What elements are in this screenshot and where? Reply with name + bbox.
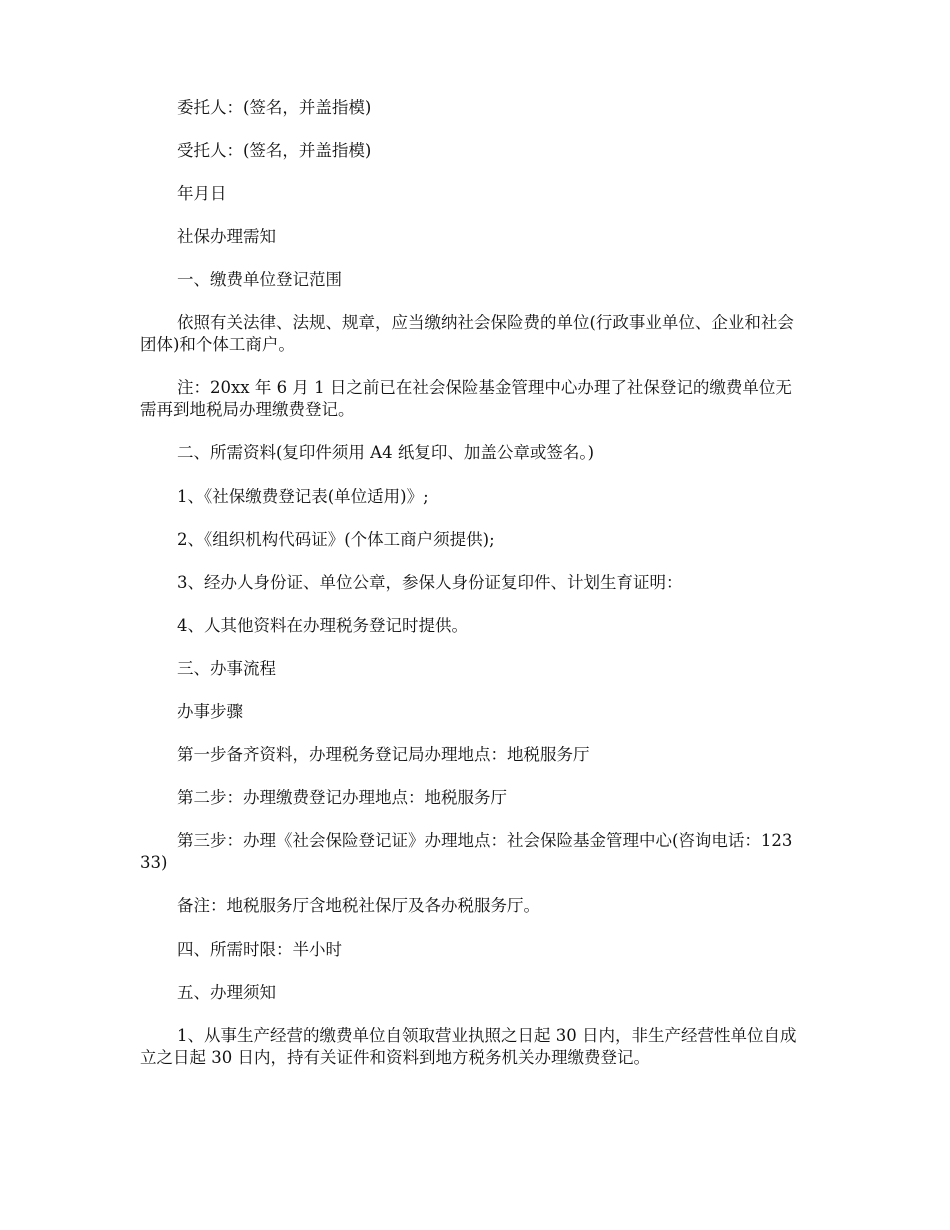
step-2: 第二步：办理缴费登记办理地点：地税服务厅 — [177, 788, 507, 807]
list-item-2: 2、《组织机构代码证》(个体工商户须提供); — [177, 530, 495, 549]
step-3: 第三步：办理《社会保险登记证》办理地点：社会保险基金管理中心(咨询电话：12333) — [140, 831, 793, 872]
paragraph-date: 年月日 — [177, 184, 227, 203]
section-title: 社保办理需知 — [177, 227, 276, 246]
heading-2: 二、所需资料(复印件须用 A4 纸复印、加盖公章或签名。) — [177, 443, 595, 462]
paragraph-scope: 依照有关法律、法规、规章，应当缴纳社会保险费的单位(行政事业单位、企业和社会团体)和个体工商户。 — [140, 313, 794, 354]
paragraph-note: 注：20xx 年 6 月 1 日之前已在社会保险基金管理中心办理了社保登记的缴费单位无需再到地税局办理缴费登记。 — [140, 378, 792, 419]
paragraph-notice-1: 1、从事生产经营的缴费单位自领取营业执照之日起 30 日内，非生产经营性单位自成立之日起 30 日内，持有关证件和资料到地方税务机关办理缴费登记。 — [140, 1026, 797, 1067]
paragraph-principal: 委托人：(签名，并盖指模) — [177, 98, 372, 117]
heading-5: 五、办理须知 — [177, 983, 276, 1002]
subheading-steps: 办事步骤 — [177, 702, 243, 721]
paragraph-remark: 备注：地税服务厅含地税社保厅及各办税服务厅。 — [177, 896, 540, 915]
heading-4: 四、所需时限：半小时 — [177, 940, 342, 959]
list-item-3: 3、经办人身份证、单位公章，参保人身份证复印件、计划生育证明： — [177, 573, 683, 592]
list-item-4: 4、人其他资料在办理税务登记时提供。 — [177, 616, 468, 635]
list-item-1: 1、《社保缴费登记表(单位适用)》; — [177, 487, 429, 506]
step-1: 第一步备齐资料，办理税务登记局办理地点：地税服务厅 — [177, 745, 590, 764]
heading-3: 三、办事流程 — [177, 659, 276, 678]
heading-1: 一、缴费单位登记范围 — [177, 270, 342, 289]
paragraph-agent: 受托人：(签名，并盖指模) — [177, 141, 372, 160]
